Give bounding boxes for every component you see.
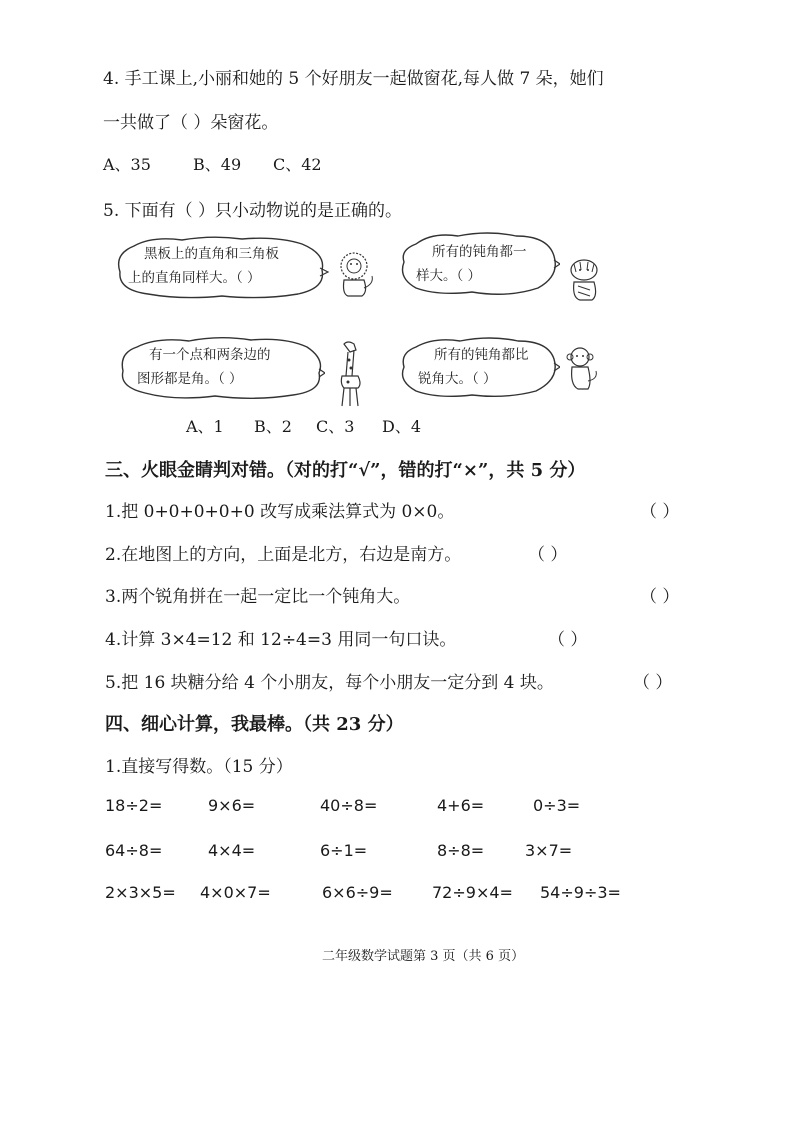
judge-item-2: 2.在地图上的方向，上面是北方，右边是南方。	[105, 545, 462, 565]
bubble-3-line2: 图形都是角。（ ）	[137, 371, 243, 387]
calc-r2-c3[interactable]: 6÷1=	[320, 841, 368, 860]
section-4-sub1: 1.直接写得数。（15 分）	[105, 757, 293, 777]
bubble-4-line2: 锐角大。（ ）	[418, 371, 497, 387]
page-footer: 二年级数学试题第 3 页（共 6 页）	[322, 949, 525, 964]
calc-r3-c4[interactable]: 72÷9×4=	[432, 883, 513, 902]
bubble-2-line2: 样大。（ ）	[416, 268, 482, 284]
q4-option-b[interactable]: B、49	[193, 155, 242, 174]
judge-blank-1[interactable]: （ ）	[640, 502, 680, 522]
section-3-title: 三、火眼金睛判对错。（对的打“√”，错的打“×”，共 5 分）	[105, 460, 586, 481]
q4-line2: 一共做了（ ）朵窗花。	[103, 113, 279, 133]
judge-item-5: 5.把 16 块糖分给 4 个小朋友，每个小朋友一定分到 4 块。	[105, 673, 554, 693]
bubble-3-line1: 有一个点和两条边的	[149, 347, 271, 363]
judge-item-4: 4.计算 3×4=12 和 12÷4=3 用同一句口诀。	[105, 630, 457, 650]
giraffe-icon	[330, 340, 370, 412]
speech-bubble-3	[115, 335, 325, 399]
judge-item-1: 1.把 0+0+0+0+0 改写成乘法算式为 0×0。	[105, 502, 455, 522]
calc-r2-c5[interactable]: 3×7=	[525, 841, 573, 860]
speech-bubble-4	[398, 335, 560, 399]
monkey-icon	[562, 345, 600, 397]
q5-option-c[interactable]: C、3	[316, 417, 355, 436]
speech-bubble-2	[398, 230, 560, 298]
calc-r3-c1[interactable]: 2×3×5=	[105, 883, 176, 902]
calc-r1-c3[interactable]: 40÷8=	[320, 796, 378, 815]
calc-r2-c4[interactable]: 8÷8=	[437, 841, 485, 860]
section-4-title: 四、细心计算，我最棒。（共 23 分）	[105, 714, 404, 735]
q5-option-d[interactable]: D、4	[382, 417, 422, 436]
bubble-2-line1: 所有的钝角都一	[432, 244, 527, 260]
bubble-1-line2: 上的直角同样大。（ ）	[128, 270, 261, 286]
lion-icon	[334, 250, 376, 302]
judge-blank-2[interactable]: （ ）	[528, 545, 568, 565]
calc-r3-c3[interactable]: 6×6÷9=	[322, 883, 393, 902]
calc-r1-c4[interactable]: 4+6=	[437, 796, 485, 815]
calc-r3-c2[interactable]: 4×0×7=	[200, 883, 271, 902]
calc-r2-c2[interactable]: 4×4=	[208, 841, 256, 860]
calc-r1-c1[interactable]: 18÷2=	[105, 796, 163, 815]
calc-r3-c5[interactable]: 54÷9÷3=	[540, 883, 621, 902]
q5-title: 5. 下面有（ ）只小动物说的是正确的。	[103, 201, 403, 221]
q4-option-a[interactable]: A、35	[103, 155, 151, 174]
judge-item-3: 3.两个锐角拼在一起一定比一个钝角大。	[105, 587, 411, 607]
q5-option-a[interactable]: A、1	[186, 417, 224, 436]
tiger-icon	[562, 256, 608, 306]
q4-line1: 4. 手工课上,小丽和她的 5 个好朋友一起做窗花,每人做 7 朵，她们	[103, 69, 604, 89]
calc-r1-c5[interactable]: 0÷3=	[533, 796, 581, 815]
judge-blank-4[interactable]: （ ）	[548, 630, 588, 650]
calc-r2-c1[interactable]: 64÷8=	[105, 841, 163, 860]
q5-option-b[interactable]: B、2	[254, 417, 292, 436]
bubble-1-line1: 黑板上的直角和三角板	[144, 246, 279, 262]
bubble-4-line1: 所有的钝角都比	[434, 347, 529, 363]
calc-r1-c2[interactable]: 9×6=	[208, 796, 256, 815]
q4-option-c[interactable]: C、42	[273, 155, 322, 174]
judge-blank-3[interactable]: （ ）	[640, 587, 680, 607]
judge-blank-5[interactable]: （ ）	[633, 673, 673, 693]
speech-bubble-1	[112, 234, 330, 300]
